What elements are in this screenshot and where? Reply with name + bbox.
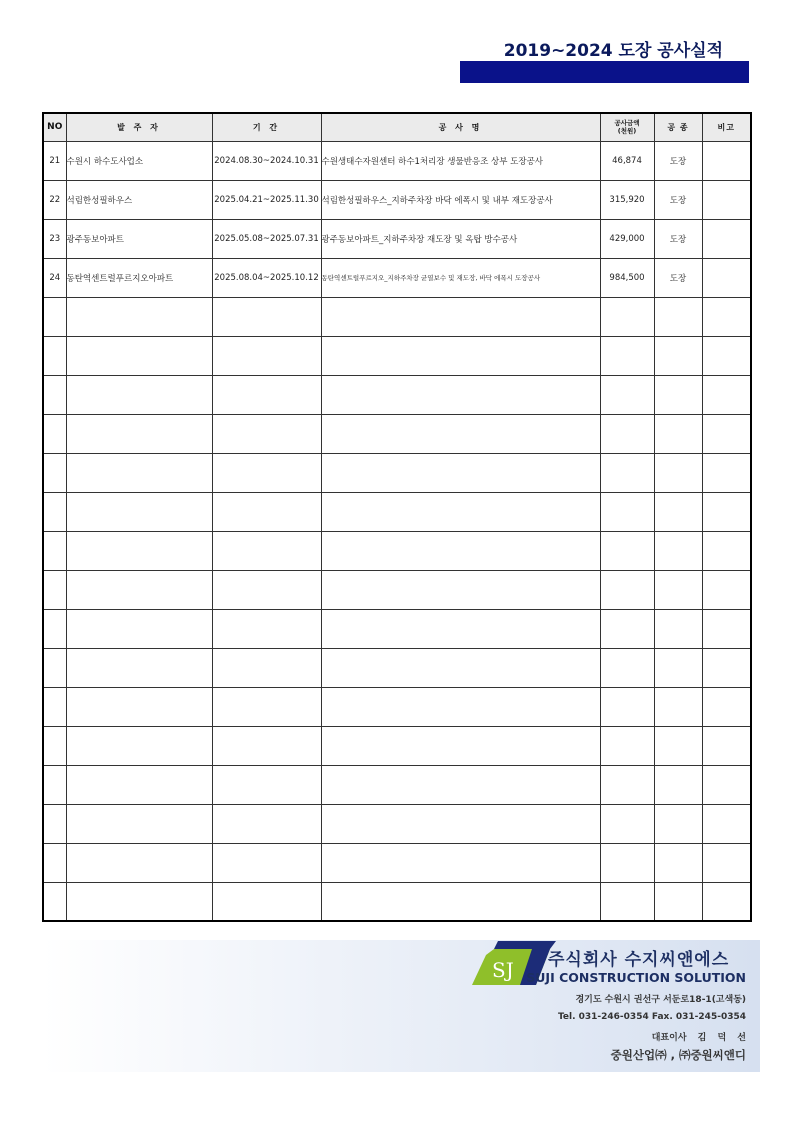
- empty-cell: [66, 336, 212, 375]
- empty-cell: [66, 882, 212, 921]
- cell-note: [702, 258, 751, 297]
- cell-period: 2024.08.30~2024.10.31: [212, 141, 321, 180]
- empty-cell: [654, 453, 702, 492]
- empty-cell: [702, 453, 751, 492]
- empty-cell: [600, 375, 654, 414]
- empty-cell: [654, 492, 702, 531]
- empty-cell: [212, 648, 321, 687]
- cell-amount: 46,874: [600, 141, 654, 180]
- empty-cell: [702, 843, 751, 882]
- empty-cell: [43, 297, 66, 336]
- table-row-empty: [43, 570, 751, 609]
- company-address: 경기도 수원시 권선구 서둔로18-1(고색동): [575, 995, 746, 1005]
- cell-client: 수원시 하수도사업소: [66, 141, 212, 180]
- empty-cell: [212, 843, 321, 882]
- empty-cell: [600, 336, 654, 375]
- logo-text: SJ: [492, 958, 514, 982]
- empty-cell: [66, 570, 212, 609]
- empty-cell: [212, 453, 321, 492]
- empty-cell: [321, 726, 600, 765]
- empty-cell: [600, 414, 654, 453]
- header-amount-line1: 공사금액: [614, 119, 640, 128]
- empty-cell: [702, 375, 751, 414]
- table-row-empty: [43, 687, 751, 726]
- empty-cell: [43, 414, 66, 453]
- empty-cell: [321, 843, 600, 882]
- empty-cell: [66, 726, 212, 765]
- empty-cell: [702, 492, 751, 531]
- empty-cell: [654, 570, 702, 609]
- empty-cell: [43, 687, 66, 726]
- empty-cell: [43, 336, 66, 375]
- cell-client: 동탄역센트럴푸르지오아파트: [66, 258, 212, 297]
- empty-cell: [43, 531, 66, 570]
- cell-trade: 도장: [654, 219, 702, 258]
- empty-cell: [654, 687, 702, 726]
- cell-project-name: 동탄역센트럴푸르지오_지하주차장 균열보수 및 재도장, 바닥 에폭시 도장공사: [321, 258, 600, 297]
- empty-cell: [212, 570, 321, 609]
- empty-cell: [702, 570, 751, 609]
- empty-cell: [66, 492, 212, 531]
- empty-cell: [702, 414, 751, 453]
- empty-cell: [702, 609, 751, 648]
- empty-cell: [66, 414, 212, 453]
- empty-cell: [66, 687, 212, 726]
- empty-cell: [654, 648, 702, 687]
- empty-cell: [321, 882, 600, 921]
- empty-cell: [66, 297, 212, 336]
- cell-client: 석림한성필하우스: [66, 180, 212, 219]
- empty-cell: [600, 687, 654, 726]
- empty-cell: [212, 375, 321, 414]
- header-amount-line2: (천원): [617, 127, 637, 136]
- empty-cell: [321, 375, 600, 414]
- empty-cell: [654, 843, 702, 882]
- cell-no: 21: [43, 141, 66, 180]
- company-name-korean: 주식회사 수지씨앤에스: [548, 950, 730, 970]
- empty-cell: [43, 843, 66, 882]
- empty-cell: [654, 336, 702, 375]
- header-no: NO: [43, 113, 66, 141]
- empty-cell: [212, 414, 321, 453]
- empty-cell: [702, 648, 751, 687]
- empty-cell: [321, 297, 600, 336]
- empty-cell: [600, 882, 654, 921]
- cell-trade: 도장: [654, 258, 702, 297]
- table-row-empty: [43, 882, 751, 921]
- cell-no: 23: [43, 219, 66, 258]
- header-note: 비고: [702, 113, 751, 141]
- company-affiliates: 중원산업㈜ , ㈜중원씨앤디: [610, 1048, 746, 1062]
- empty-cell: [43, 804, 66, 843]
- cell-amount: 984,500: [600, 258, 654, 297]
- empty-cell: [600, 609, 654, 648]
- works-table: [42, 112, 752, 922]
- empty-cell: [43, 453, 66, 492]
- empty-cell: [702, 765, 751, 804]
- header-client: 발 주 자: [66, 113, 212, 141]
- empty-cell: [66, 843, 212, 882]
- table-row-empty: [43, 492, 751, 531]
- company-name-english: SUJI CONSTRUCTION SOLUTION: [526, 970, 746, 985]
- empty-cell: [321, 765, 600, 804]
- empty-cell: [702, 687, 751, 726]
- empty-cell: [600, 765, 654, 804]
- empty-cell: [66, 765, 212, 804]
- empty-cell: [66, 531, 212, 570]
- empty-cell: [321, 492, 600, 531]
- table-row-empty: [43, 726, 751, 765]
- table-header-row: [43, 113, 751, 141]
- table-row: [43, 219, 751, 258]
- empty-cell: [321, 336, 600, 375]
- table-row-empty: [43, 648, 751, 687]
- table-row-empty: [43, 843, 751, 882]
- cell-trade: 도장: [654, 141, 702, 180]
- empty-cell: [43, 648, 66, 687]
- cell-note: [702, 180, 751, 219]
- empty-cell: [212, 765, 321, 804]
- table-row: [43, 141, 751, 180]
- empty-cell: [321, 453, 600, 492]
- table-row-empty: [43, 453, 751, 492]
- table-row-empty: [43, 804, 751, 843]
- empty-cell: [212, 687, 321, 726]
- empty-cell: [66, 804, 212, 843]
- table-row: [43, 180, 751, 219]
- empty-cell: [600, 648, 654, 687]
- empty-cell: [66, 453, 212, 492]
- cell-no: 24: [43, 258, 66, 297]
- empty-cell: [212, 882, 321, 921]
- empty-cell: [321, 687, 600, 726]
- table-row-empty: [43, 297, 751, 336]
- empty-cell: [212, 531, 321, 570]
- empty-cell: [702, 531, 751, 570]
- empty-cell: [321, 570, 600, 609]
- table-row-empty: [43, 765, 751, 804]
- cell-period: 2025.08.04~2025.10.12: [212, 258, 321, 297]
- company-phone-fax: Tel. 031-246-0354 Fax. 031-245-0354: [557, 1012, 746, 1022]
- empty-cell: [321, 804, 600, 843]
- empty-cell: [600, 453, 654, 492]
- empty-cell: [212, 726, 321, 765]
- empty-cell: [212, 609, 321, 648]
- cell-project-name: 석림한성필하우스_지하주차장 바닥 에폭시 및 내부 재도장공사: [321, 180, 600, 219]
- cell-project-name: 광주동보아파트_지하주차장 재도장 및 옥탑 방수공사: [321, 219, 600, 258]
- table-row: [43, 258, 751, 297]
- empty-cell: [702, 297, 751, 336]
- cell-period: 2025.05.08~2025.07.31: [212, 219, 321, 258]
- empty-cell: [654, 375, 702, 414]
- empty-cell: [702, 336, 751, 375]
- empty-cell: [600, 843, 654, 882]
- table-row-empty: [43, 414, 751, 453]
- table-row-empty: [43, 531, 751, 570]
- cell-amount: 429,000: [600, 219, 654, 258]
- empty-cell: [212, 804, 321, 843]
- empty-cell: [212, 492, 321, 531]
- header-trade: 공 종: [654, 113, 702, 141]
- empty-cell: [654, 882, 702, 921]
- empty-cell: [66, 375, 212, 414]
- empty-cell: [654, 297, 702, 336]
- empty-cell: [66, 648, 212, 687]
- empty-cell: [600, 297, 654, 336]
- page-title: 2019~2024 도장 공사실적: [503, 41, 723, 61]
- empty-cell: [702, 882, 751, 921]
- table-row-empty: [43, 609, 751, 648]
- empty-cell: [43, 765, 66, 804]
- empty-cell: [212, 297, 321, 336]
- empty-cell: [702, 726, 751, 765]
- empty-cell: [43, 375, 66, 414]
- cell-no: 22: [43, 180, 66, 219]
- cell-note: [702, 219, 751, 258]
- empty-cell: [43, 570, 66, 609]
- header-period: 기 간: [212, 113, 321, 141]
- empty-cell: [654, 804, 702, 843]
- empty-cell: [654, 531, 702, 570]
- cell-note: [702, 141, 751, 180]
- company-ceo: 대표이사 김 덕 선: [651, 1033, 746, 1043]
- empty-cell: [600, 492, 654, 531]
- title-underline-bar: [460, 61, 749, 83]
- cell-amount: 315,920: [600, 180, 654, 219]
- table-row-empty: [43, 336, 751, 375]
- empty-cell: [654, 609, 702, 648]
- cell-trade: 도장: [654, 180, 702, 219]
- empty-cell: [212, 336, 321, 375]
- cell-period: 2025.04.21~2025.11.30: [212, 180, 321, 219]
- empty-cell: [321, 609, 600, 648]
- empty-cell: [600, 570, 654, 609]
- header-project-name: 공 사 명: [321, 113, 600, 141]
- empty-cell: [702, 804, 751, 843]
- table-row-empty: [43, 375, 751, 414]
- empty-cell: [43, 492, 66, 531]
- header-amount: [600, 113, 654, 141]
- empty-cell: [654, 726, 702, 765]
- empty-cell: [321, 531, 600, 570]
- empty-cell: [600, 804, 654, 843]
- empty-cell: [43, 726, 66, 765]
- empty-cell: [600, 531, 654, 570]
- cell-project-name: 수원생태수자원센터 하수1처리장 생물반응조 상부 도장공사: [321, 141, 600, 180]
- empty-cell: [654, 765, 702, 804]
- empty-cell: [321, 648, 600, 687]
- empty-cell: [43, 882, 66, 921]
- empty-cell: [66, 609, 212, 648]
- empty-cell: [43, 609, 66, 648]
- cell-client: 광주동보아파트: [66, 219, 212, 258]
- empty-cell: [654, 414, 702, 453]
- empty-cell: [600, 726, 654, 765]
- empty-cell: [321, 414, 600, 453]
